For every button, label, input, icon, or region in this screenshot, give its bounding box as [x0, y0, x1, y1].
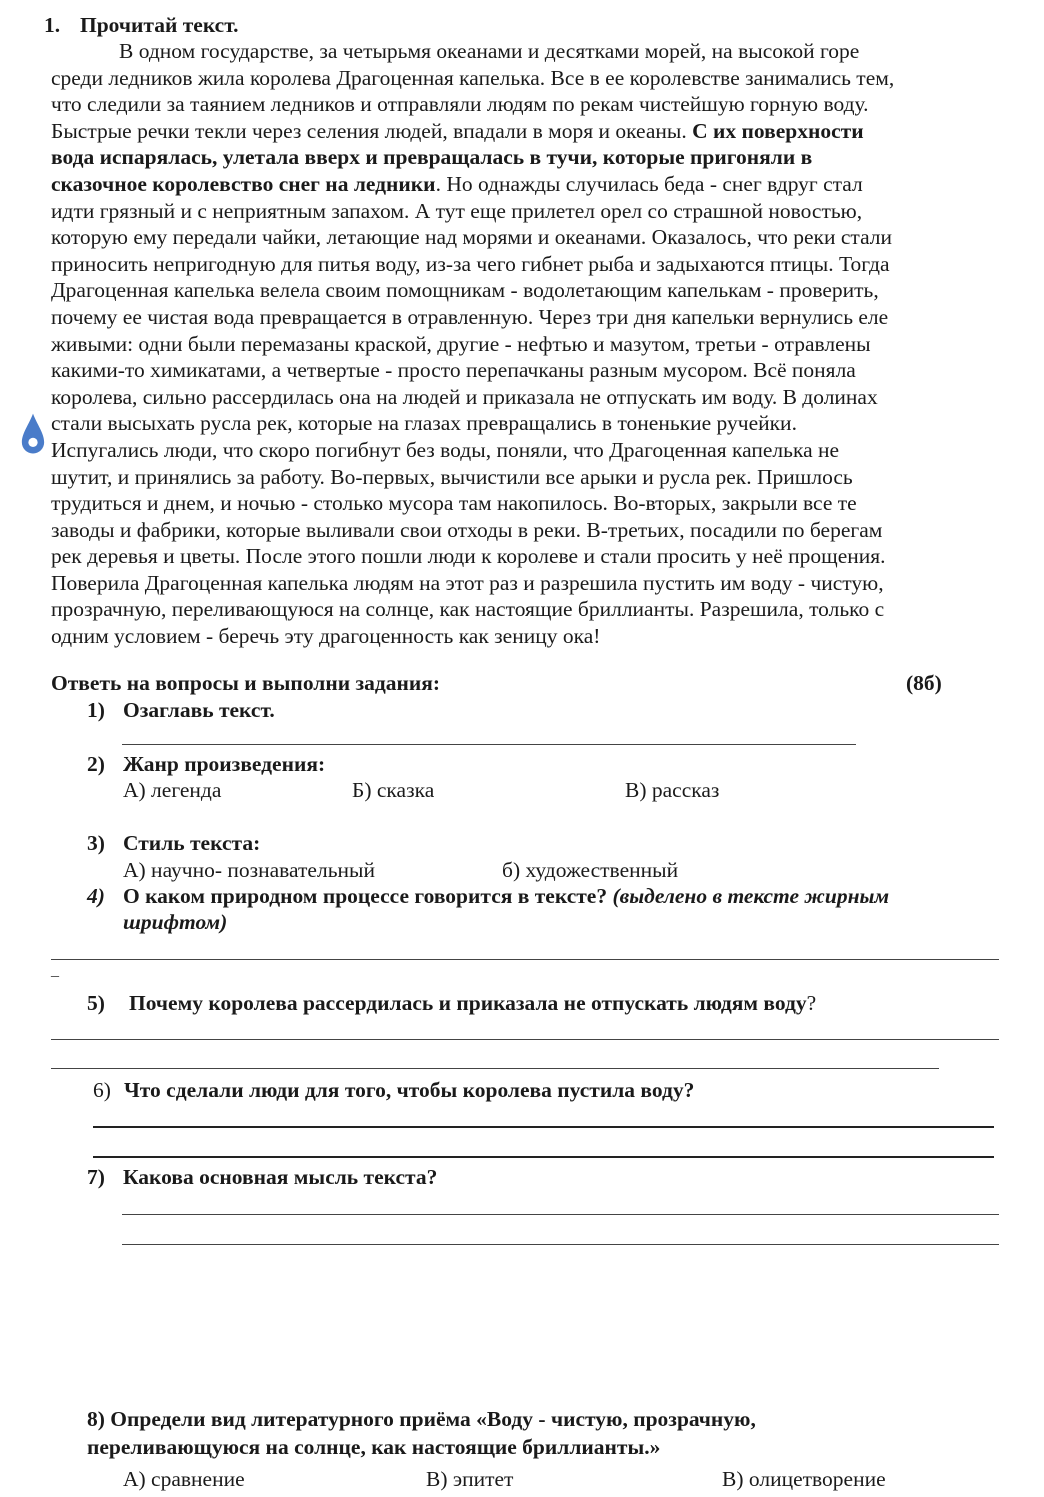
- passage-line: [51, 384, 1011, 411]
- q5-text: Почему королева рассердилась и приказала не отпускать людям воду: [129, 991, 807, 1015]
- q6-text: Что сделали люди для того, чтобы королева пустила воду?: [124, 1078, 695, 1102]
- passage-fragment: королева, сильно рассердилась она на людей и приказала не отпускать им воду. В долинах: [51, 384, 878, 409]
- passage-fragment: Драгоценная капелька велела своим помощникам - водолетающим капелькам - проверить,: [51, 278, 879, 303]
- q3-number: 3): [87, 831, 105, 855]
- passage-fragment: одним условием - беречь эту драгоценность как зеницу ока!: [51, 624, 601, 649]
- task-number: 1.: [44, 13, 61, 37]
- passage-fragment: трудиться и днем, и ночью - столько мусора там накопилось. Во-вторых, закрыли все те: [51, 491, 857, 516]
- passage-line: [51, 118, 1011, 145]
- passage-line: [51, 331, 1011, 358]
- q4-hint: (выделено в тексте жирным: [612, 884, 890, 908]
- q5-question-mark: ?: [806, 991, 817, 1015]
- passage-line: [51, 570, 1011, 597]
- passage-fragment: приносить непригодную для питья воду, из-за чего гибнет рыба и задыхаются птицы. Тогда: [51, 251, 890, 276]
- passage-fragment: среди ледников жила королева Драгоценная капелька. Все в ее королевстве занимались тем,: [51, 65, 895, 90]
- passage-fragment: что следили за таянием ледников и отправляли людям по рекам чистейшую горную воду.: [51, 92, 869, 117]
- q1-answer-line[interactable]: [122, 744, 856, 745]
- passage-line: [51, 517, 1011, 544]
- q2-number: 2): [87, 752, 105, 776]
- q5-answer-line-1[interactable]: [51, 1039, 999, 1040]
- q4-hint-continued: шрифтом): [123, 910, 228, 934]
- q4-number: 4): [87, 884, 105, 908]
- passage-fragment: заводы и фабрики, которые выливали свои отходы в реки. В-третьих, посадили по берегам: [51, 517, 883, 542]
- passage-bold-fragment: вода испарялась, улетала вверх и превращалась в тучи, которые пригоняли в: [51, 145, 813, 170]
- passage-line: [51, 410, 1011, 437]
- passage-fragment: шутит, и принялись за работу. Во-первых, вычистили все арыки и русла рек. Пришлось: [51, 464, 853, 489]
- q8-option-a[interactable]: А) сравнение: [123, 1467, 245, 1491]
- q2-option-c[interactable]: В) рассказ: [625, 778, 720, 802]
- q1-number: 1): [87, 698, 105, 722]
- passage-fragment: рек деревья и цветы. После этого пошли люди к королеве и стали просить у неё прощения.: [51, 544, 886, 569]
- q6-answer-line-2[interactable]: [93, 1156, 994, 1158]
- passage-line: [51, 357, 1011, 384]
- q3-option-a[interactable]: А) научно- познавательный: [123, 858, 375, 882]
- passage-line: [51, 464, 1011, 491]
- q7-number: 7): [87, 1165, 105, 1189]
- passage-fragment: живыми: одни были перемазаны краской, другие - нефтью и мазутом, третьи - отравлены: [51, 331, 871, 356]
- reading-passage: [51, 38, 1011, 650]
- passage-fragment: Быстрые речки текли через селения людей, впадали в моря и океаны.: [51, 118, 693, 143]
- q4-text: О каком природном процессе говорится в тексте?: [123, 884, 613, 908]
- q8-text-line1: 8) Определи вид литературного приёма «Воду - чистую, прозрачную,: [87, 1407, 756, 1431]
- q8-option-c[interactable]: В) олицетворение: [722, 1467, 886, 1491]
- q6-number: 6): [93, 1078, 111, 1102]
- water-drop-icon: [20, 412, 46, 456]
- passage-line: [51, 277, 1011, 304]
- q7-answer-line-1[interactable]: [122, 1214, 999, 1215]
- passage-fragment: которую ему передали чайки, летающие над морями и океанами. Оказалось, что реки стали: [51, 225, 893, 250]
- passage-fragment: В одном государстве, за четырьмя океанами и десятками морей, на высокой горе: [119, 39, 860, 63]
- q5-answer-line-2[interactable]: [51, 1068, 939, 1069]
- questions-header: Ответь на вопросы и выполни задания:: [51, 671, 441, 695]
- stray-dash: _: [51, 962, 59, 979]
- passage-fragment: . Но однажды случилась беда - снег вдруг стал: [435, 171, 863, 196]
- q7-text: Какова основная мысль текста?: [123, 1165, 438, 1189]
- passage-line: [51, 596, 1011, 623]
- passage-line: [51, 224, 1011, 251]
- passage-line: [51, 198, 1011, 225]
- passage-bold-fragment: С их поверхности: [692, 118, 864, 143]
- q4-text-wrap: [123, 883, 889, 910]
- passage-fragment: Испугались люди, что скоро погибнут без воды, поняли, что Драгоценная капелька не: [51, 437, 840, 462]
- passage-bold-fragment: сказочное королевство снег на ледники: [51, 171, 436, 196]
- passage-line: [51, 623, 1011, 650]
- passage-fragment: Поверила Драгоценная капелька людям на этот раз и разрешила пустить им воду - чистую,: [51, 570, 884, 595]
- passage-fragment: почему ее чистая вода превращается в отравленную. Через три дня капельки вернулись еле: [51, 304, 889, 329]
- q4-answer-line[interactable]: [51, 959, 999, 960]
- passage-line: [51, 65, 1011, 92]
- passage-fragment: прозрачную, переливающуюся на солнце, как настоящие бриллианты. Разрешила, только с: [51, 597, 885, 622]
- passage-line: [51, 38, 1011, 65]
- points-label: (8б): [906, 671, 942, 695]
- q8-option-b[interactable]: В) эпитет: [426, 1467, 514, 1491]
- passage-line: [51, 304, 1011, 331]
- q1-text: Озаглавь текст.: [123, 698, 275, 722]
- passage-fragment: идти грязный и с неприятным запахом. А тут еще прилетел орел со страшной новостью,: [51, 198, 863, 223]
- passage-line: [51, 437, 1011, 464]
- q3-option-b[interactable]: б) художественный: [502, 858, 679, 882]
- passage-fragment: стали высыхать русла рек, которые на глазах превращались в тоненькие ручейки.: [51, 411, 797, 436]
- q8-text-line2: переливающуюся на солнце, как настоящие бриллианты.»: [87, 1435, 661, 1459]
- passage-line: [51, 91, 1011, 118]
- q7-answer-line-2[interactable]: [122, 1244, 999, 1245]
- passage-fragment: какими-то химикатами, а четвертые - просто перепачканы разным мусором. Всё поняла: [51, 358, 856, 383]
- q5-number: 5): [87, 991, 105, 1015]
- task-title: Прочитай текст.: [80, 13, 239, 37]
- passage-line: [51, 251, 1011, 278]
- q2-text: Жанр произведения:: [123, 752, 326, 776]
- passage-line: [51, 144, 1011, 171]
- passage-line: [51, 543, 1011, 570]
- q3-text: Стиль текста:: [123, 831, 261, 855]
- q5-text-wrap: [129, 990, 816, 1017]
- q2-option-a[interactable]: А) легенда: [123, 778, 222, 802]
- q2-option-b[interactable]: Б) сказка: [352, 778, 435, 802]
- passage-line: [51, 490, 1011, 517]
- q6-answer-line-1[interactable]: [93, 1126, 994, 1128]
- passage-line: [51, 171, 1011, 198]
